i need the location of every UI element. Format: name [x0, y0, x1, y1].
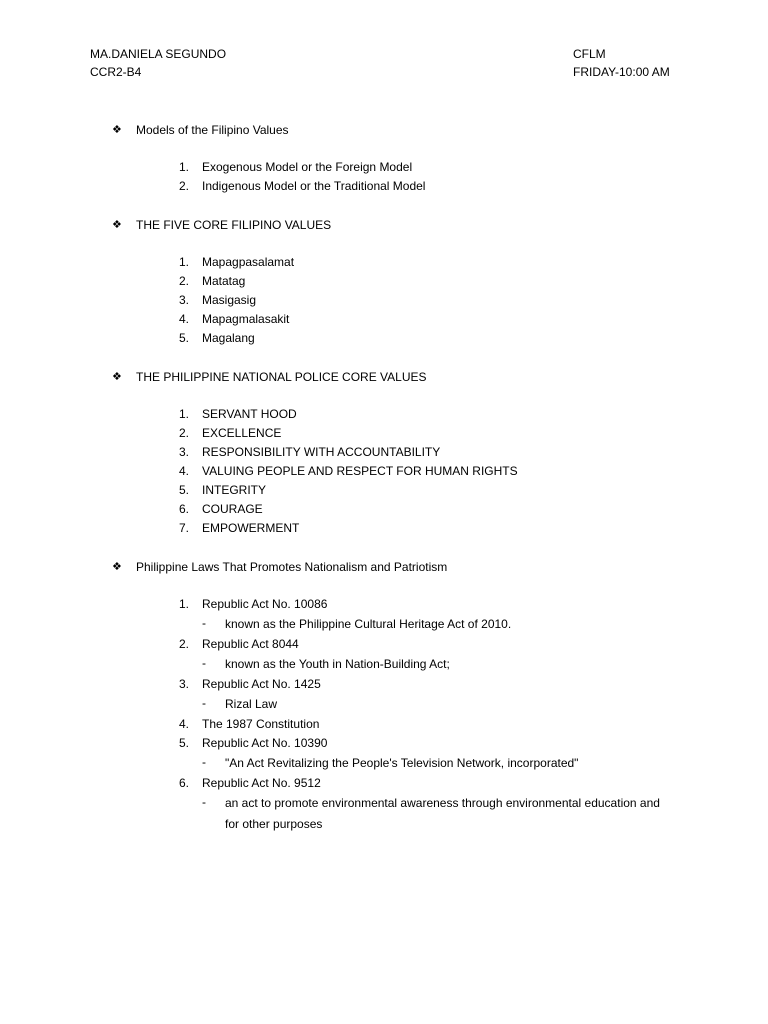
section	[0, 368, 768, 538]
list-item	[0, 635, 768, 654]
list-item-text: The 1987 Constitution	[202, 717, 320, 731]
sub-item	[0, 694, 768, 715]
list-number: 4.	[179, 312, 190, 326]
section	[0, 216, 768, 348]
sub-item-text: "An Act Revitalizing the People's Television Network, incorporated"	[225, 756, 579, 770]
list-item-text: Mapagpasalamat	[202, 255, 295, 269]
sub-item-text: an act to promote environmental awareness through environmental education and for other purposes	[225, 796, 660, 831]
list-item	[0, 177, 768, 196]
list-item-text: Magalang	[202, 331, 255, 345]
list-number: 5.	[179, 483, 190, 497]
list-item-text: Indigenous Model or the Traditional Model	[202, 179, 426, 193]
list-number: 4.	[179, 717, 190, 731]
list-item-text: SERVANT HOOD	[202, 407, 297, 421]
list-item-text: Republic Act No. 10390	[202, 736, 328, 750]
list-number: 1.	[179, 597, 190, 611]
section-heading	[0, 121, 768, 140]
sub-item	[0, 614, 768, 635]
list-number: 1.	[179, 255, 190, 269]
class-code: CCR2-B4	[90, 65, 142, 79]
list-item	[0, 158, 768, 177]
sub-item-text: known as the Philippine Cultural Heritage Act of 2010.	[225, 617, 512, 631]
sub-item-text: known as the Youth in Nation-Building Act;	[225, 657, 450, 671]
list-item	[0, 291, 768, 310]
list-number: 5.	[179, 736, 190, 750]
list-item	[0, 310, 768, 329]
list-number: 6.	[179, 502, 190, 516]
list-item	[0, 715, 768, 734]
diamond-bullet-icon: ❖	[112, 124, 122, 136]
list-number: 2.	[179, 426, 190, 440]
list-item	[0, 519, 768, 538]
list-item-text: Exogenous Model or the Foreign Model	[202, 160, 413, 174]
sub-item	[0, 654, 768, 675]
list-number: 3.	[179, 293, 190, 307]
diamond-bullet-icon: ❖	[112, 371, 122, 383]
list-item	[0, 462, 768, 481]
list-item	[0, 595, 768, 614]
list-item-text: COURAGE	[202, 502, 263, 516]
document-body	[0, 121, 768, 855]
list-number: 7.	[179, 521, 190, 535]
list-item-text: Mapagmalasakit	[202, 312, 290, 326]
sub-item	[0, 753, 768, 774]
list-item	[0, 443, 768, 462]
student-name: MA.DANIELA SEGUNDO	[90, 47, 227, 61]
section-title: THE PHILIPPINE NATIONAL POLICE CORE VALUES	[136, 370, 427, 384]
list-number: 1.	[179, 407, 190, 421]
list-item-text: INTEGRITY	[202, 483, 267, 497]
list-item-text: RESPONSIBILITY WITH ACCOUNTABILITY	[202, 445, 441, 459]
list-item-text: Republic Act No. 9512	[202, 776, 321, 790]
list-item-text: Republic Act No. 10086	[202, 597, 328, 611]
diamond-bullet-icon: ❖	[112, 219, 122, 231]
list-item	[0, 272, 768, 291]
dash-marker: -	[202, 795, 206, 809]
numbered-list	[0, 253, 768, 348]
list-number: 4.	[179, 464, 190, 478]
header-left	[90, 45, 226, 81]
list-item	[0, 500, 768, 519]
section-heading	[0, 368, 768, 387]
list-number: 3.	[179, 677, 190, 691]
section	[0, 121, 768, 196]
list-item-text: Republic Act No. 1425	[202, 677, 321, 691]
list-item-text: Masigasig	[202, 293, 257, 307]
sub-item	[0, 793, 768, 835]
numbered-list	[0, 405, 768, 538]
section-heading	[0, 558, 768, 577]
sub-item-text: Rizal Law	[225, 697, 278, 711]
list-number: 2.	[179, 179, 190, 193]
list-item	[0, 405, 768, 424]
list-number: 3.	[179, 445, 190, 459]
list-item	[0, 774, 768, 793]
list-item	[0, 675, 768, 694]
list-item	[0, 329, 768, 348]
diamond-bullet-icon: ❖	[112, 561, 122, 573]
section	[0, 558, 768, 835]
course-code: CFLM	[573, 47, 606, 61]
numbered-list	[0, 158, 768, 196]
list-item	[0, 253, 768, 272]
dash-marker: -	[202, 656, 206, 670]
list-item-text: EMPOWERMENT	[202, 521, 300, 535]
header-right	[573, 45, 670, 81]
numbered-list	[0, 595, 768, 835]
section-title: Philippine Laws That Promotes Nationalism and Patriotism	[136, 560, 448, 574]
list-item	[0, 734, 768, 753]
list-number: 1.	[179, 160, 190, 174]
list-item-text: Matatag	[202, 274, 246, 288]
list-item	[0, 481, 768, 500]
dash-marker: -	[202, 755, 206, 769]
list-number: 2.	[179, 637, 190, 651]
section-title: Models of the Filipino Values	[136, 123, 289, 137]
dash-marker: -	[202, 696, 206, 710]
list-item	[0, 424, 768, 443]
schedule: FRIDAY-10:00 AM	[573, 65, 670, 79]
list-item-text: Republic Act 8044	[202, 637, 299, 651]
section-title: THE FIVE CORE FILIPINO VALUES	[136, 218, 332, 232]
list-number: 2.	[179, 274, 190, 288]
section-heading	[0, 216, 768, 235]
list-item-text: EXCELLENCE	[202, 426, 282, 440]
list-number: 6.	[179, 776, 190, 790]
list-number: 5.	[179, 331, 190, 345]
list-item-text: VALUING PEOPLE AND RESPECT FOR HUMAN RIGHTS	[202, 464, 518, 478]
dash-marker: -	[202, 616, 206, 630]
